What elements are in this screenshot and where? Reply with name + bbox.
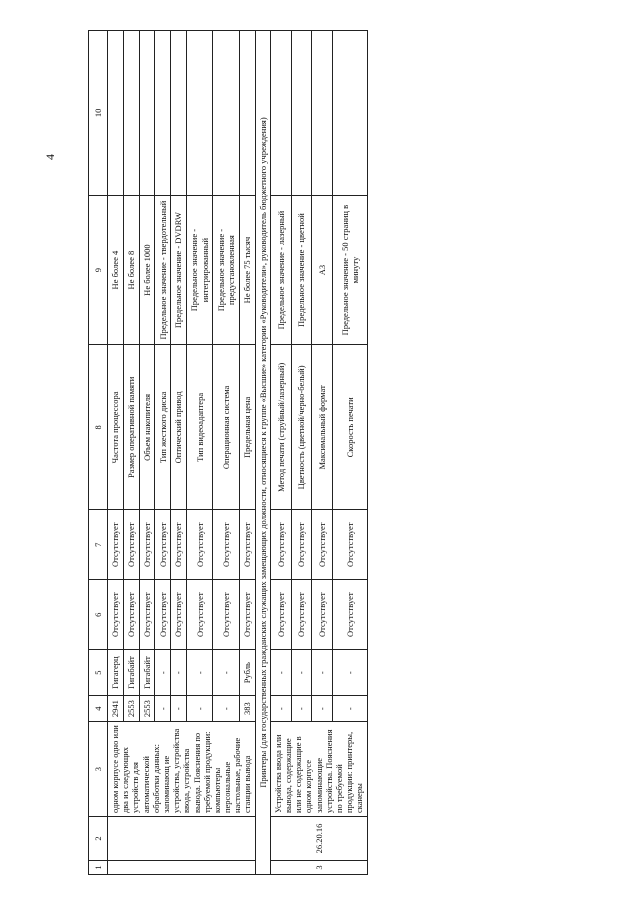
- cell: [171, 31, 187, 196]
- cell: [332, 31, 367, 196]
- cell: А3: [312, 195, 333, 345]
- row-number: 3: [270, 861, 367, 875]
- cell: 2553: [123, 696, 139, 722]
- cell: Отсутствует: [291, 510, 312, 580]
- cell: [270, 31, 291, 196]
- table-row: [108, 31, 124, 875]
- cell: Отсутствует: [171, 510, 187, 580]
- cell: [186, 31, 212, 196]
- page-number: 4: [43, 154, 57, 160]
- table-row: [270, 31, 291, 875]
- col-num: 8: [89, 345, 108, 510]
- cell: Отсутствует: [155, 580, 171, 650]
- cell: Не более 4: [108, 195, 124, 345]
- cell: [312, 31, 333, 196]
- col-num: 1: [89, 861, 108, 875]
- cell: Предельное значение - DVDRW: [171, 195, 187, 345]
- cell: Отсутствует: [291, 580, 312, 650]
- cell: Предельное значение - интегрированный: [186, 195, 212, 345]
- cell: Предельное значение - предустановленная: [213, 195, 239, 345]
- cell: Не более 75 тысяч: [239, 195, 255, 345]
- cell: Отсутствует: [139, 580, 155, 650]
- cell: Оптический привод: [171, 345, 187, 510]
- cell: Отсутствует: [213, 510, 239, 580]
- cell: -: [213, 696, 239, 722]
- cell: Рубль: [239, 650, 255, 696]
- col-num: 6: [89, 580, 108, 650]
- cell: -: [186, 696, 212, 722]
- cell: Отсутствует: [312, 510, 333, 580]
- cell: Отсутствует: [312, 580, 333, 650]
- cell: 2941: [108, 696, 124, 722]
- column-number-row: [89, 31, 108, 875]
- cell: Операционная система: [213, 345, 239, 510]
- cell: -: [270, 696, 291, 722]
- cell: Гигабайт: [123, 650, 139, 696]
- cell: Отсутствует: [155, 510, 171, 580]
- cell: Тип видеоадаптера: [186, 345, 212, 510]
- cell: Не более 1000: [139, 195, 155, 345]
- cell: Отсутствует: [186, 580, 212, 650]
- cell: [108, 31, 124, 196]
- cell: Скорость печати: [332, 345, 367, 510]
- cell: [155, 31, 171, 196]
- cell: -: [171, 696, 187, 722]
- cell: -: [332, 650, 367, 696]
- cell: Объем накопителя: [139, 345, 155, 510]
- product-description: одном корпусе одно или два из следующих устройств для автоматической обработки данных: запоминающ ие устройства, устройства ввода, устройства вывода. Пояснения по требуемой продукции: компьютеры персональные настольные, рабочие станции вывода: [108, 722, 256, 817]
- cell: -: [312, 696, 333, 722]
- cell: Гигагерц: [108, 650, 124, 696]
- cell: Отсутствует: [123, 580, 139, 650]
- col-num: 5: [89, 650, 108, 696]
- cell: -: [312, 650, 333, 696]
- cell: Отсутствует: [270, 580, 291, 650]
- cell: -: [171, 650, 187, 696]
- cell: Отсутствует: [332, 580, 367, 650]
- col-num: 10: [89, 31, 108, 196]
- cell: [291, 31, 312, 196]
- cell: -: [155, 650, 171, 696]
- section-title: Принтеры (для государственных гражданских служащих замещающих должности, относящиеся к группе «Высшие» категории «Руководители», руководитель бюджетного учреждения): [255, 31, 270, 875]
- cell: [213, 31, 239, 196]
- cell: [108, 861, 256, 875]
- cell: 383: [239, 696, 255, 722]
- cell: Предельное значение - твердотельный: [155, 195, 171, 345]
- cell: -: [291, 696, 312, 722]
- cell: 2553: [139, 696, 155, 722]
- cell: Отсутствует: [332, 510, 367, 580]
- cell: Метод печати (струйный/лазерный): [270, 345, 291, 510]
- col-num: 2: [89, 817, 108, 861]
- cell: [139, 31, 155, 196]
- product-description: Устройства ввода или вывода, содержащие или не содержащие в одном корпусе запоминающие устройства. Пояснения по требуемой продукции: принтеры, сканеры: [270, 722, 367, 817]
- cell: Отсутствует: [139, 510, 155, 580]
- cell: Предельное значение - 50 страниц в минуту: [332, 195, 367, 345]
- cell: [123, 31, 139, 196]
- requirements-table: [88, 30, 368, 875]
- cell: [239, 31, 255, 196]
- cell: Отсутствует: [270, 510, 291, 580]
- cell: Отсутствует: [239, 580, 255, 650]
- cell: -: [291, 650, 312, 696]
- cell: Предельное значение - цветной: [291, 195, 312, 345]
- cell: -: [332, 696, 367, 722]
- cell: Отсутствует: [186, 510, 212, 580]
- cell: Цветность (цветной/черно-белый): [291, 345, 312, 510]
- okpd-code: 26.20.16: [270, 817, 367, 861]
- cell: [108, 817, 256, 861]
- col-num: 3: [89, 722, 108, 817]
- col-num: 9: [89, 195, 108, 345]
- cell: Отсутствует: [108, 510, 124, 580]
- cell: -: [213, 650, 239, 696]
- col-num: 7: [89, 510, 108, 580]
- col-num: 4: [89, 696, 108, 722]
- cell: Отсутствует: [123, 510, 139, 580]
- cell: Частота процессора: [108, 345, 124, 510]
- cell: -: [270, 650, 291, 696]
- cell: Отсутствует: [213, 580, 239, 650]
- cell: Отсутствует: [239, 510, 255, 580]
- cell: Гигабайт: [139, 650, 155, 696]
- cell: Не более 8: [123, 195, 139, 345]
- cell: Тип жесткого диска: [155, 345, 171, 510]
- cell: -: [186, 650, 212, 696]
- cell: Отсутствует: [171, 580, 187, 650]
- cell: Предельное значение - лазерный: [270, 195, 291, 345]
- cell: Максимальный формат: [312, 345, 333, 510]
- cell: Предельная цена: [239, 345, 255, 510]
- cell: Размер оперативной памяти: [123, 345, 139, 510]
- cell: Отсутствует: [108, 580, 124, 650]
- section-row: [255, 31, 270, 875]
- rotated-table-wrapper: [88, 30, 600, 875]
- cell: -: [155, 696, 171, 722]
